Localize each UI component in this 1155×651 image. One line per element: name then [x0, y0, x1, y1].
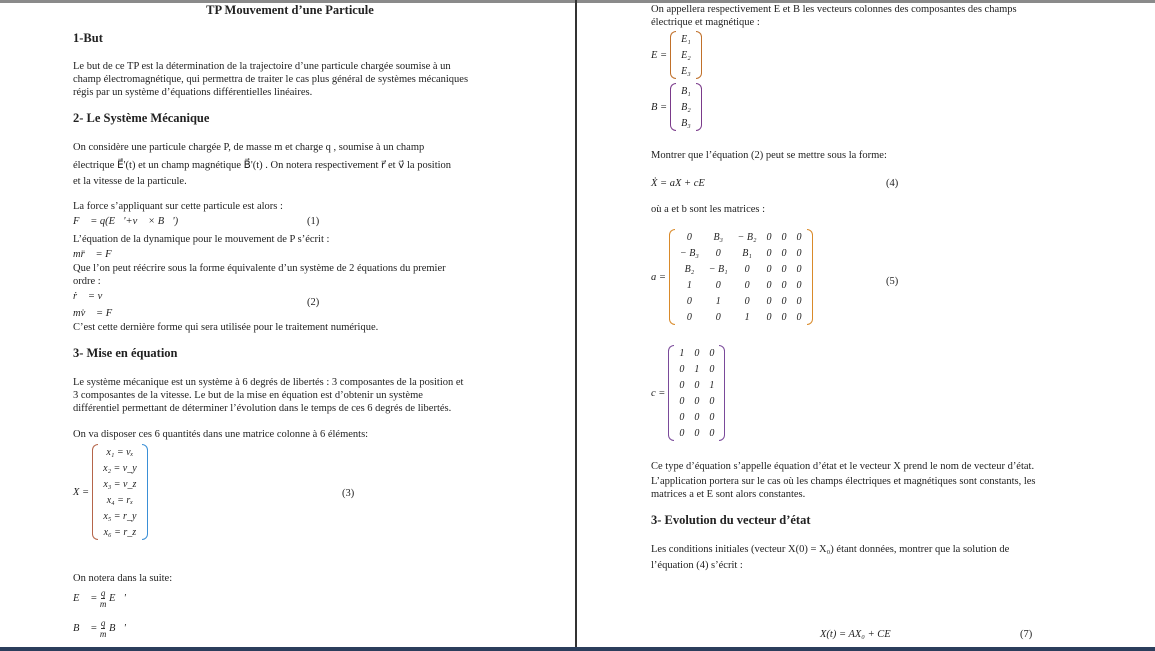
paragraph-line: matrices a et E sont alors constantes. — [651, 489, 806, 500]
matrix-row — [674, 361, 719, 377]
viewer-bottom-border — [0, 647, 1155, 651]
matrix-body — [670, 31, 702, 79]
matrix-cell: 0 — [781, 311, 787, 323]
matrix-row — [674, 409, 719, 425]
matrix-cell: 0 — [715, 279, 721, 291]
matrix-row — [675, 293, 807, 309]
equation-number: (2) — [307, 297, 320, 308]
paragraph-line: électrique et magnétique : — [651, 17, 760, 28]
paragraph-line: régis par un système d’équations différentielles linéaires. — [73, 87, 313, 98]
matrix-cell: 0 — [679, 427, 685, 439]
matrix-row — [98, 460, 142, 476]
matrix-cell: x₄ = rₓ — [106, 494, 134, 506]
matrix-cell: 0 — [796, 311, 802, 323]
paragraph-line: On appellera respectivement E et B les vecteurs colonnes des composantes des champs — [651, 4, 1017, 15]
matrix-row — [98, 524, 142, 540]
equation-2a: ṙ⃗ = v⃗ — [73, 291, 111, 302]
matrix-row — [675, 277, 807, 293]
paragraph-line: différentiel permettant de déterminer l’évolution dans le temps de ces 6 degrés de libertés. — [73, 403, 452, 414]
matrix-cell: 0 — [796, 231, 802, 243]
equation-B-definition — [73, 618, 126, 639]
matrix-cell: E₁ — [681, 33, 691, 45]
matrix-cell: B₁ — [742, 247, 752, 259]
equation-number: (3) — [342, 488, 355, 499]
paragraph-line: et la vitesse de la particule. — [73, 176, 187, 187]
matrix-cell: 0 — [744, 279, 750, 291]
matrix-cell: 1 — [679, 347, 685, 359]
paragraph-line: champ électromagnétique, qui permettra de traiter le cas plus général de systèmes mécaniques — [73, 74, 469, 85]
matrix-body — [668, 345, 725, 441]
paragraph-line: Que l’on peut réécrire sous la forme équivalente d’un système de 2 équations du premier — [73, 263, 446, 274]
denominator: m — [99, 629, 107, 639]
matrix-cell: x₃ = v_z — [103, 478, 137, 490]
matrix-cell: 0 — [744, 295, 750, 307]
document-title: TP Mouvement d’une Particule — [206, 3, 374, 17]
matrix-cell: 0 — [679, 411, 685, 423]
matrix-cell: 0 — [766, 279, 772, 291]
matrix-cell: 0 — [686, 231, 692, 243]
matrix-cell: 0 — [679, 363, 685, 375]
section-3-heading: 3- Mise en équation — [73, 346, 178, 360]
paragraph-line: Le système mécanique est un système à 6 degrés de libertés : 3 composantes de la position et — [73, 377, 464, 388]
matrix-label: E = — [651, 49, 668, 61]
matrix-label: B = — [651, 101, 668, 113]
paragraph-line: Montrer que l’équation (2) peut se mettre sous la forme: — [651, 150, 887, 161]
matrix-cell: B₃ — [713, 231, 724, 243]
matrix-cell: 0 — [744, 263, 750, 275]
fraction — [100, 618, 107, 639]
matrix-cell: E₂ — [681, 49, 691, 61]
matrix-label: a = — [651, 271, 666, 283]
matrix-cell: 0 — [796, 295, 802, 307]
matrix-cell: 0 — [781, 295, 787, 307]
matrix-label: X = — [73, 486, 90, 498]
equation-dynamics: mr̈⃗ = F⃗ — [73, 249, 120, 260]
right-bracket — [807, 229, 813, 325]
equation-7: X(t) = AX₀ + CE — [820, 629, 891, 640]
paragraph-line: C’est cette dernière forme qui sera utilisée pour le traitement numérique. — [73, 322, 379, 333]
matrix-row — [674, 345, 719, 361]
matrix-cell: 0 — [781, 263, 787, 275]
matrix-row — [98, 508, 142, 524]
matrix-label: c = — [651, 387, 666, 399]
paragraph-line: électrique E⃗'(t) et un champ magnétique B⃗'(t) . On notera respectivement r⃗ et v⃗ la position — [73, 160, 452, 171]
matrix-cell: 1 — [686, 279, 692, 291]
equation-rhs: B⃗' — [109, 622, 126, 634]
equation-number: (1) — [307, 216, 320, 227]
equation-2b: mv̇⃗ = F⃗ — [73, 308, 121, 319]
matrix-cell: B₃ — [681, 117, 691, 129]
matrix-cell: 0 — [709, 363, 715, 375]
matrix-cell: B₂ — [681, 101, 691, 113]
paragraph-line: On considère une particule chargée P, de masse m et charge q , soumise à un champ — [73, 142, 425, 153]
matrix-cell: 0 — [679, 379, 685, 391]
matrix-grid — [676, 83, 696, 131]
matrix-row — [98, 492, 142, 508]
equation-4: Ẋ = aX + cE — [651, 178, 705, 189]
equation-number: (4) — [886, 178, 899, 189]
matrix-row — [675, 245, 807, 261]
matrix-row — [675, 229, 807, 245]
right-bracket — [696, 31, 702, 79]
numerator: q — [100, 618, 106, 628]
matrix-row — [98, 476, 142, 492]
matrix-row — [676, 115, 696, 131]
paragraph-line: On va disposer ces 6 quantités dans une matrice colonne à 6 éléments: — [73, 429, 369, 440]
matrix-cell: 0 — [766, 263, 772, 275]
matrix-row — [676, 63, 696, 79]
paragraph-line: 3 composantes de la vitesse. Le but de la mise en équation est d’obtenir un système — [73, 390, 423, 401]
matrix-cell: x₁ = vₓ — [106, 446, 134, 458]
equation-number: (7) — [1020, 629, 1033, 640]
matrix-a — [651, 229, 813, 325]
paragraph-line: L’application portera sur le cas où les champs électriques et magnétiques sont constants, les — [651, 476, 1036, 487]
matrix-cell: 0 — [796, 247, 802, 259]
paragraph-line: On notera dans la suite: — [73, 573, 173, 584]
matrix-cell: 0 — [796, 263, 802, 275]
matrix-cell: 0 — [686, 295, 692, 307]
paragraph-line: Les conditions initiales (vecteur X(0) = X₀) étant données, montrer que la solution de — [651, 544, 1010, 555]
matrix-row — [675, 309, 807, 325]
matrix-cell: 0 — [766, 231, 772, 243]
matrix-cell: 0 — [694, 395, 700, 407]
page-divider — [575, 0, 577, 651]
fraction — [100, 588, 107, 609]
right-bracket — [142, 444, 148, 540]
matrix-row — [674, 425, 719, 441]
matrix-cell: x₆ = r_z — [103, 526, 137, 538]
matrix-cell: 0 — [709, 411, 715, 423]
matrix-cell: 0 — [781, 231, 787, 243]
matrix-row — [676, 83, 696, 99]
matrix-cell: − B₂ — [737, 231, 757, 243]
matrix-cell: 0 — [796, 279, 802, 291]
matrix-cell: 0 — [766, 311, 772, 323]
paragraph-line: ordre : — [73, 276, 101, 287]
matrix-cell: 0 — [781, 247, 787, 259]
matrix-cell: 0 — [715, 311, 721, 323]
matrix-c — [651, 345, 725, 441]
matrix-row — [675, 261, 807, 277]
matrix-grid — [98, 444, 142, 540]
matrix-cell: 0 — [781, 279, 787, 291]
matrix-cell: 0 — [679, 395, 685, 407]
section-3b-heading: 3- Evolution du vecteur d’état — [651, 513, 811, 527]
matrix-cell: B₂ — [684, 263, 695, 275]
matrix-body — [92, 444, 148, 540]
matrix-cell: 1 — [709, 379, 715, 391]
matrix-row — [676, 47, 696, 63]
matrix-cell: − B₃ — [679, 247, 699, 259]
matrix-cell: 1 — [694, 363, 700, 375]
matrix-cell: 0 — [686, 311, 692, 323]
matrix-body — [669, 229, 813, 325]
matrix-B — [651, 83, 702, 131]
matrix-cell: 0 — [694, 347, 700, 359]
matrix-cell: 0 — [715, 247, 721, 259]
equation-1: F⃗ = q(E⃗'+v⃗ × B⃗') — [73, 216, 179, 227]
matrix-cell: 0 — [709, 427, 715, 439]
matrix-cell: 0 — [694, 427, 700, 439]
matrix-E — [651, 31, 702, 79]
right-bracket — [696, 83, 702, 131]
equation-rhs: E⃗' — [109, 592, 126, 604]
matrix-cell: 1 — [744, 311, 750, 323]
matrix-grid — [674, 345, 719, 441]
matrix-grid — [676, 31, 696, 79]
right-bracket — [719, 345, 725, 441]
denominator: m — [99, 599, 107, 609]
paragraph-line: L’équation de la dynamique pour le mouvement de P s’écrit : — [73, 234, 330, 245]
matrix-body — [670, 83, 702, 131]
matrix-cell: B₁ — [681, 85, 691, 97]
paragraph-line: Le but de ce TP est la détermination de la trajectoire d’une particule chargée soumise à un — [73, 61, 451, 72]
equation-lhs: B⃗ = — [73, 622, 98, 634]
matrix-row — [676, 99, 696, 115]
matrix-cell: 0 — [709, 347, 715, 359]
paragraph-line: Ce type d’équation s’appelle équation d’état et le vecteur X prend le nom de vecteur d’état. — [651, 461, 1035, 472]
equation-number: (5) — [886, 276, 899, 287]
equation-lhs: E⃗ = — [73, 592, 98, 604]
matrix-row — [98, 444, 142, 460]
equation-E-definition — [73, 588, 126, 609]
matrix-row — [676, 31, 696, 47]
matrix-cell: − B₁ — [708, 263, 728, 275]
section-2-heading: 2- Le Système Mécanique — [73, 111, 210, 125]
paragraph-line: l’équation (4) s’écrit : — [651, 560, 743, 571]
paragraph-line: La force s’appliquant sur cette particule est alors : — [73, 201, 283, 212]
matrix-grid — [675, 229, 807, 325]
matrix-X — [73, 444, 148, 540]
matrix-row — [674, 393, 719, 409]
matrix-cell: x₂ = v_y — [103, 462, 137, 474]
matrix-cell: 1 — [715, 295, 721, 307]
matrix-cell: 0 — [709, 395, 715, 407]
numerator: q — [100, 588, 106, 598]
matrix-cell: E₃ — [681, 65, 691, 77]
matrix-cell: x₅ = r_y — [103, 510, 137, 522]
matrix-row — [674, 377, 719, 393]
paragraph-line: où a et b sont les matrices : — [651, 204, 766, 215]
matrix-cell: 0 — [766, 247, 772, 259]
matrix-cell: 0 — [694, 379, 700, 391]
section-1-heading: 1-But — [73, 31, 103, 45]
matrix-cell: 0 — [766, 295, 772, 307]
matrix-cell: 0 — [694, 411, 700, 423]
